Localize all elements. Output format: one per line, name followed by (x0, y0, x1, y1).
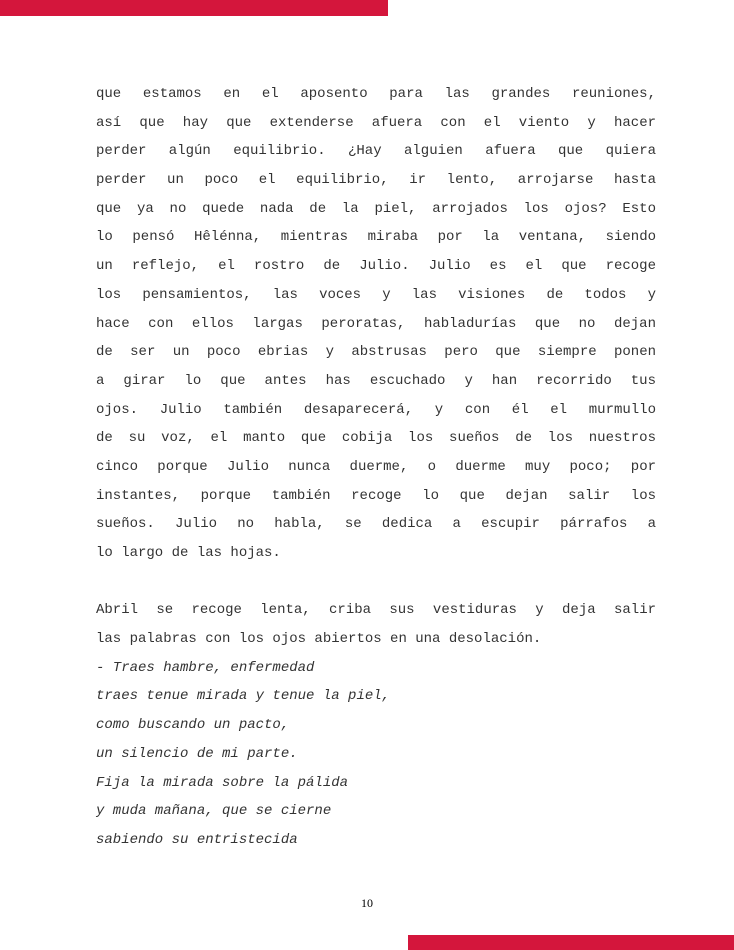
paragraph-1-line: cinco porque Julio nunca duerme, o duerme muy poco; por (96, 458, 656, 475)
paragraph-1-line: de ser un poco ebrias y abstrusas pero que siempre ponen (96, 344, 656, 361)
paragraph-1-line: instantes, porque también recoge lo que dejan salir los (96, 487, 656, 504)
poem-line: Fija la mirada sobre la pálida (96, 774, 349, 791)
paragraph-1-line: ojos. Julio también desaparecerá, y con él el murmullo (96, 401, 656, 418)
paragraph-1-line: a girar lo que antes has escuchado y han recorrido tus (96, 372, 656, 389)
poem-line: un silencio de mi parte. (96, 745, 298, 762)
paragraph-1-line: perder un poco el equilibrio, ir lento, arrojarse hasta (96, 172, 656, 189)
poem-line: - Traes hambre, enfermedad (96, 659, 315, 676)
page-body (96, 80, 656, 855)
paragraph-1-last-line: lo largo de las hojas. (96, 545, 281, 561)
paragraph-1-line: lo pensó Hêlénna, mientras miraba por la ventana, siendo (96, 229, 656, 246)
paragraph-1-line: los pensamientos, las voces y las visiones de todos y (96, 286, 656, 303)
paragraph-2-last-line: las palabras con los ojos abiertos en una desolación. (96, 631, 542, 648)
paragraph-1-line: de su voz, el manto que cobija los sueños de los nuestros (96, 430, 656, 447)
paragraph-1-line: perder algún equilibrio. ¿Hay alguien afuera que quiera (96, 143, 656, 160)
paragraph-1-line: hace con ellos largas peroratas, habladurías que no dejan (96, 315, 656, 332)
paragraph-gap (96, 568, 656, 597)
top-accent-bar (0, 0, 388, 16)
poem-line: como buscando un pacto, (96, 717, 290, 734)
page-number: 10 (361, 896, 373, 910)
paragraph-1-line: así que hay que extenderse afuera con el viento y hacer (96, 114, 656, 131)
paragraph-1-line: un reflejo, el rostro de Julio. Julio es el que recoge (96, 258, 656, 275)
poem-line: y muda mañana, que se cierne (96, 803, 332, 820)
paragraph-2-line: Abril se recoge lenta, criba sus vestiduras y deja salir (96, 602, 656, 619)
bottom-accent-bar (408, 935, 734, 950)
paragraph-1-line: sueños. Julio no habla, se dedica a escupir párrafos a (96, 516, 656, 533)
paragraph-1-line: que estamos en el aposento para las grandes reuniones, (96, 86, 656, 102)
poem-line: traes tenue mirada y tenue la piel, (96, 688, 391, 705)
paragraph-1-line: que ya no quede nada de la piel, arrojados los ojos? Esto (96, 200, 656, 217)
poem-line: sabiendo su entristecida (96, 831, 298, 848)
